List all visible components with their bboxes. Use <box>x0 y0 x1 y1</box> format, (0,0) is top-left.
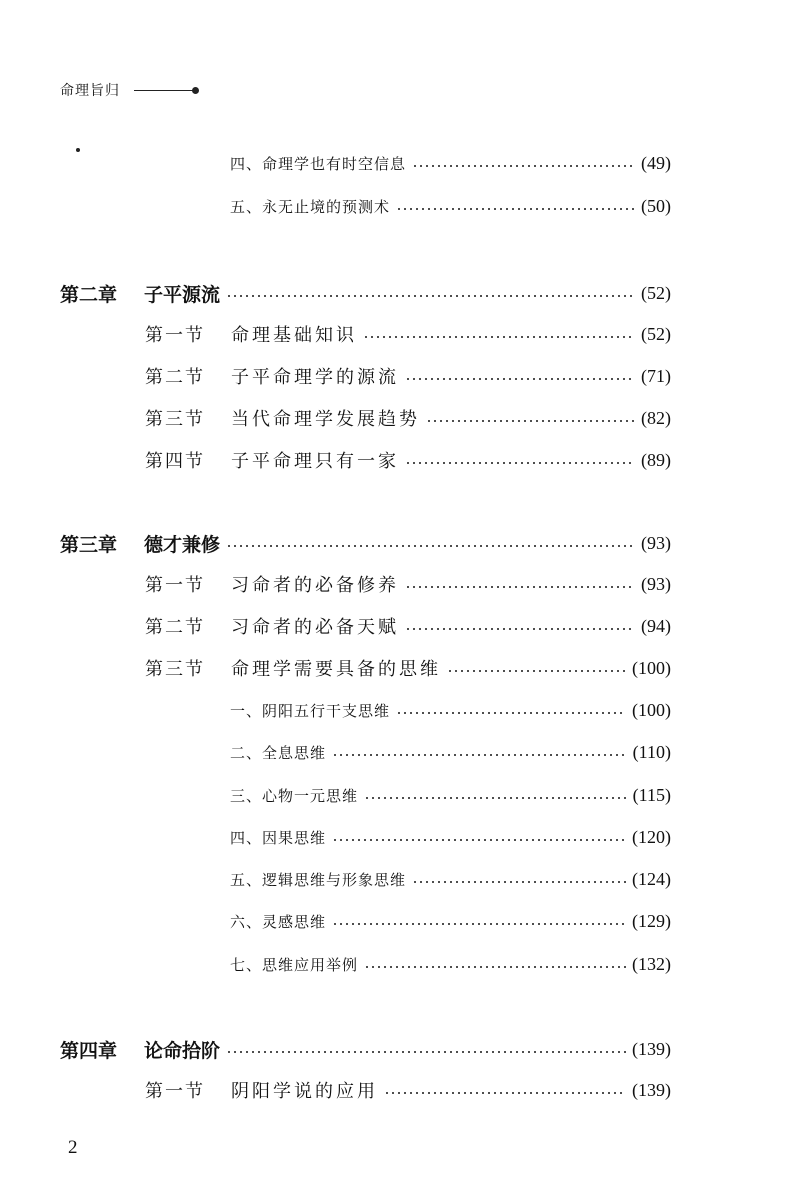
toc-entry[interactable] <box>230 949 671 979</box>
leader-dots <box>332 923 626 925</box>
toc-entry-number: 第四章 <box>60 1039 118 1062</box>
toc-entry-title: 当代命理学发展趋势 <box>231 409 420 430</box>
toc-entry-title: 德才兼修 <box>144 533 221 556</box>
toc-entry-number: 第三节 <box>145 659 205 680</box>
leader-dots <box>384 1092 626 1094</box>
toc-entry-title: 阴阳学说的应用 <box>231 1081 378 1102</box>
toc-entry-page: (100) <box>632 657 671 678</box>
toc-entry-page: (52) <box>641 323 671 344</box>
toc-entry-page: (93) <box>641 573 671 594</box>
toc-entry-number: 第一节 <box>145 1081 205 1102</box>
leader-dots <box>396 712 626 714</box>
leader-dots <box>405 378 635 380</box>
leader-dots <box>364 797 627 799</box>
toc-entry-page: (82) <box>641 407 671 428</box>
toc-entry[interactable] <box>230 864 671 894</box>
toc-chapter[interactable] <box>60 528 671 558</box>
leader-dots <box>412 881 626 883</box>
toc-entry-page: (129) <box>632 910 671 931</box>
ink-speck <box>76 148 80 152</box>
toc-entry-number: 第二节 <box>145 617 205 638</box>
toc-entry-title: 命理学需要具备的思维 <box>231 659 441 680</box>
toc-entry-title: 二、全息思维 <box>230 743 327 762</box>
toc-entry[interactable] <box>230 780 671 810</box>
toc-entry-title: 命理基础知识 <box>231 325 357 346</box>
leader-dots <box>426 420 635 422</box>
toc-entry-title: 七、思维应用举例 <box>230 955 359 974</box>
toc-section[interactable] <box>145 445 671 475</box>
page-number: 2 <box>68 1137 78 1158</box>
toc-entry[interactable] <box>230 191 671 221</box>
leader-dots <box>396 208 635 210</box>
toc-entry-title: 习命者的必备天赋 <box>231 617 399 638</box>
toc-entry-number: 第三节 <box>145 409 205 430</box>
toc-entry-page: (115) <box>632 784 671 805</box>
leader-dots <box>226 295 635 297</box>
toc-entry-page: (49) <box>641 152 671 173</box>
toc-entry-page: (93) <box>641 532 671 553</box>
toc-entry-title: 子平源流 <box>144 283 221 306</box>
toc-entry[interactable] <box>230 906 671 936</box>
toc-entry-page: (94) <box>641 615 671 636</box>
leader-dots <box>363 336 635 338</box>
toc-entry-title: 四、命理学也有时空信息 <box>230 154 407 173</box>
running-header <box>60 80 196 100</box>
toc-entry-title: 习命者的必备修养 <box>231 575 399 596</box>
toc-section[interactable] <box>145 403 671 433</box>
toc-section[interactable] <box>145 319 671 349</box>
toc-section[interactable] <box>145 569 671 599</box>
toc-entry-page: (139) <box>632 1079 671 1100</box>
toc-entry-title: 六、灵感思维 <box>230 912 327 931</box>
toc-entry-page: (120) <box>632 826 671 847</box>
toc-entry-number: 第二节 <box>145 367 205 388</box>
toc-chapter[interactable] <box>60 278 671 308</box>
toc-entry-number: 第三章 <box>60 533 118 556</box>
toc-entry-page: (110) <box>632 741 671 762</box>
toc-entry-title: 四、因果思维 <box>230 828 327 847</box>
leader-dots <box>364 966 626 968</box>
toc-entry-number: 第四节 <box>145 451 205 472</box>
toc-entry-page: (50) <box>641 195 671 216</box>
toc-section[interactable] <box>145 653 671 683</box>
toc-entry-page: (139) <box>632 1038 671 1059</box>
toc-entry-page: (89) <box>641 449 671 470</box>
toc-entry[interactable] <box>230 737 671 767</box>
toc-entry-title: 子平命理只有一家 <box>231 451 399 472</box>
toc-entry[interactable] <box>230 822 671 852</box>
header-rule <box>134 90 196 91</box>
leader-dots <box>226 1051 626 1053</box>
toc-entry-page: (100) <box>632 699 671 720</box>
toc-entry[interactable] <box>230 148 671 178</box>
toc-entry-title: 五、逻辑思维与形象思维 <box>230 870 407 889</box>
toc-entry-number: 第一节 <box>145 325 205 346</box>
leader-dots <box>405 462 635 464</box>
book-title: 命理旨归 <box>60 83 120 99</box>
leader-dots <box>226 545 635 547</box>
toc-entry-title: 三、心物一元思维 <box>230 786 359 805</box>
toc-entry-title: 子平命理学的源流 <box>231 367 399 388</box>
toc-entry-number: 第二章 <box>60 283 118 306</box>
toc-entry-page: (52) <box>641 282 671 303</box>
toc-entry-title: 一、阴阳五行干支思维 <box>230 701 391 720</box>
toc-section[interactable] <box>145 611 671 641</box>
leader-dots <box>405 586 635 588</box>
header-rule-dot <box>192 87 199 94</box>
toc-section[interactable] <box>145 361 671 391</box>
toc-entry[interactable] <box>230 695 671 725</box>
toc-section[interactable] <box>145 1075 671 1105</box>
toc-entry-number: 第一节 <box>145 575 205 596</box>
toc-entry-page: (124) <box>632 868 671 889</box>
toc-entry-page: (71) <box>641 365 671 386</box>
leader-dots <box>447 670 626 672</box>
toc-chapter[interactable] <box>60 1034 671 1064</box>
toc-entry-page: (132) <box>632 953 671 974</box>
toc-entry-title: 五、永无止境的预测术 <box>230 197 391 216</box>
leader-dots <box>332 839 626 841</box>
leader-dots <box>412 165 635 167</box>
toc-entry-title: 论命拾阶 <box>144 1039 221 1062</box>
leader-dots <box>405 628 635 630</box>
leader-dots <box>332 754 627 756</box>
